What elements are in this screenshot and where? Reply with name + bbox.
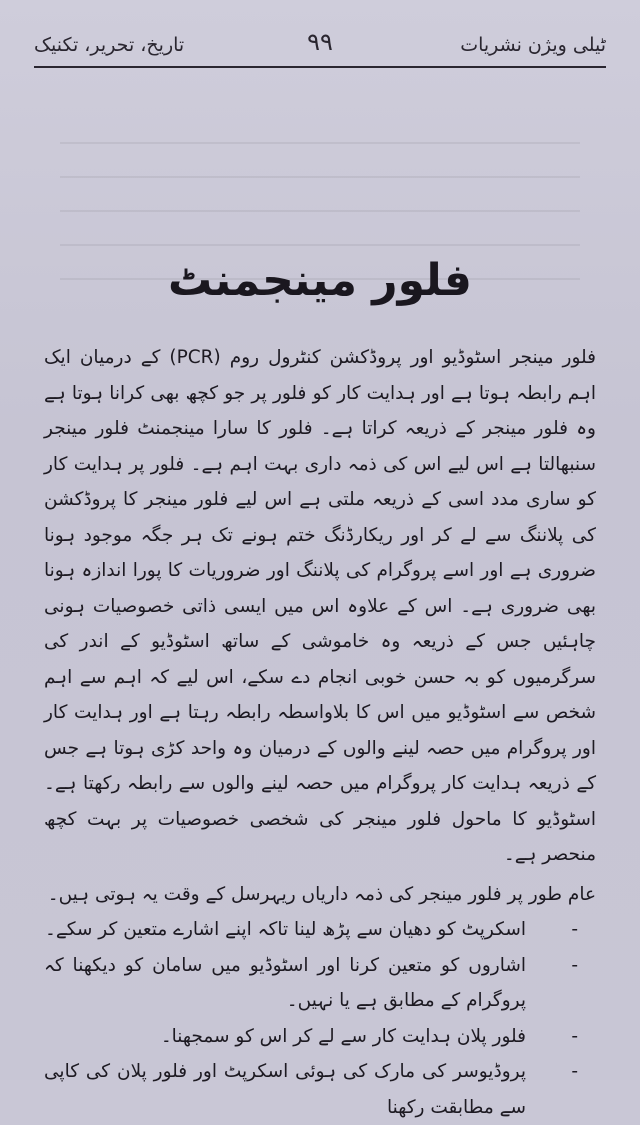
page-header	[34, 28, 606, 68]
chapter-title: فلور مینجمنٹ	[168, 255, 472, 307]
list-dash: -	[571, 954, 578, 976]
page-number: ۹۹	[307, 28, 333, 56]
list-item-text: اسکرپٹ کو دھیان سے پڑھ لینا تاکہ اپنے اشارے متعین کر سکے۔	[45, 919, 526, 940]
list-item	[44, 1054, 596, 1125]
list-dash: -	[571, 1061, 578, 1082]
list-dash: -	[571, 1025, 578, 1047]
book-title: ٹیلی ویژن نشریات	[460, 34, 606, 56]
list-item	[44, 948, 596, 1019]
paragraph: عام طور پر فلور مینجر کی ذمہ داریاں ریہرسل کے وقت یہ ہوتی ہیں۔	[47, 883, 596, 905]
list-dash: -	[571, 919, 578, 940]
list-item-text: پروڈیوسر کی مارک کی ہوئی اسکرپٹ اور فلور پلان کی کاپی سے مطابقت رکھنا	[44, 1061, 526, 1118]
list-item	[44, 1019, 596, 1055]
responsibility-list	[44, 912, 596, 1125]
list-item-text: اشاروں کو متعین کرنا اور اسٹوڈیو میں سامان کو دیکھنا کہ پروگرام کے مطابق ہے یا نہیں۔	[44, 954, 526, 1011]
list-item-text: فلور پلان ہدایت کار سے لے کر اس کو سمجھنا۔	[160, 1025, 526, 1047]
body-text	[44, 340, 596, 1125]
header-rule	[34, 66, 606, 68]
list-item	[44, 912, 596, 948]
book-subtitle: تاریخ، تحریر، تکنیک	[34, 34, 185, 56]
paragraph: فلور مینجر اسٹوڈیو اور پروڈکشن کنٹرول روم (PCR) کے درمیان ایک اہم رابطہ ہوتا ہے اور ہدایت کار کو فلور پر جو کچھ بھی کرانا ہوتا ہے وہ فلور مینجر کے ذریعہ کراتا ہے۔ فلور کا سارا مینجمنٹ فلور مینجر سنبھالتا ہے اس لیے اس کی ذمہ داری بہت اہم ہے۔ فلور پر ہدایت کار کو ساری مدد اسی کے ذریعہ ملتی ہے اس لیے فلور مینجر کا پروڈکشن کی پلاننگ سے لے کر اور ریکارڈنگ ختم ہونے تک ہر جگہ موجود ہونا ضروری ہے اور اسے پروگرام کی پلاننگ اور ضروریات کا پورا اندازہ ہونا بھی ضروری ہے۔ اس کے علاوہ اس میں ایسی ذاتی خصوصیات ہونی چاہئیں جس کے ذریعہ وہ خاموشی کے ساتھ اسٹوڈیو کے اندر کی سرگرمیوں کو بہ حسن خوبی انجام دے سکے، اس لیے کہ اہم سے اہم شخص سے اسٹوڈیو میں اس کا بلاواسطہ رابطہ رہتا ہے اور ہدایت کار اور پروگرام میں حصہ لینے والوں کے درمیان وہ واحد کڑی ہوتا ہے جس کے ذریعہ ہدایت کار پروگرام میں حصہ لینے والوں سے رابطہ رکھتا ہے۔ اسٹوڈیو کا ماحول فلور مینجر کی شخصی خصوصیات پر بہت کچھ منحصر ہے۔	[44, 347, 596, 865]
